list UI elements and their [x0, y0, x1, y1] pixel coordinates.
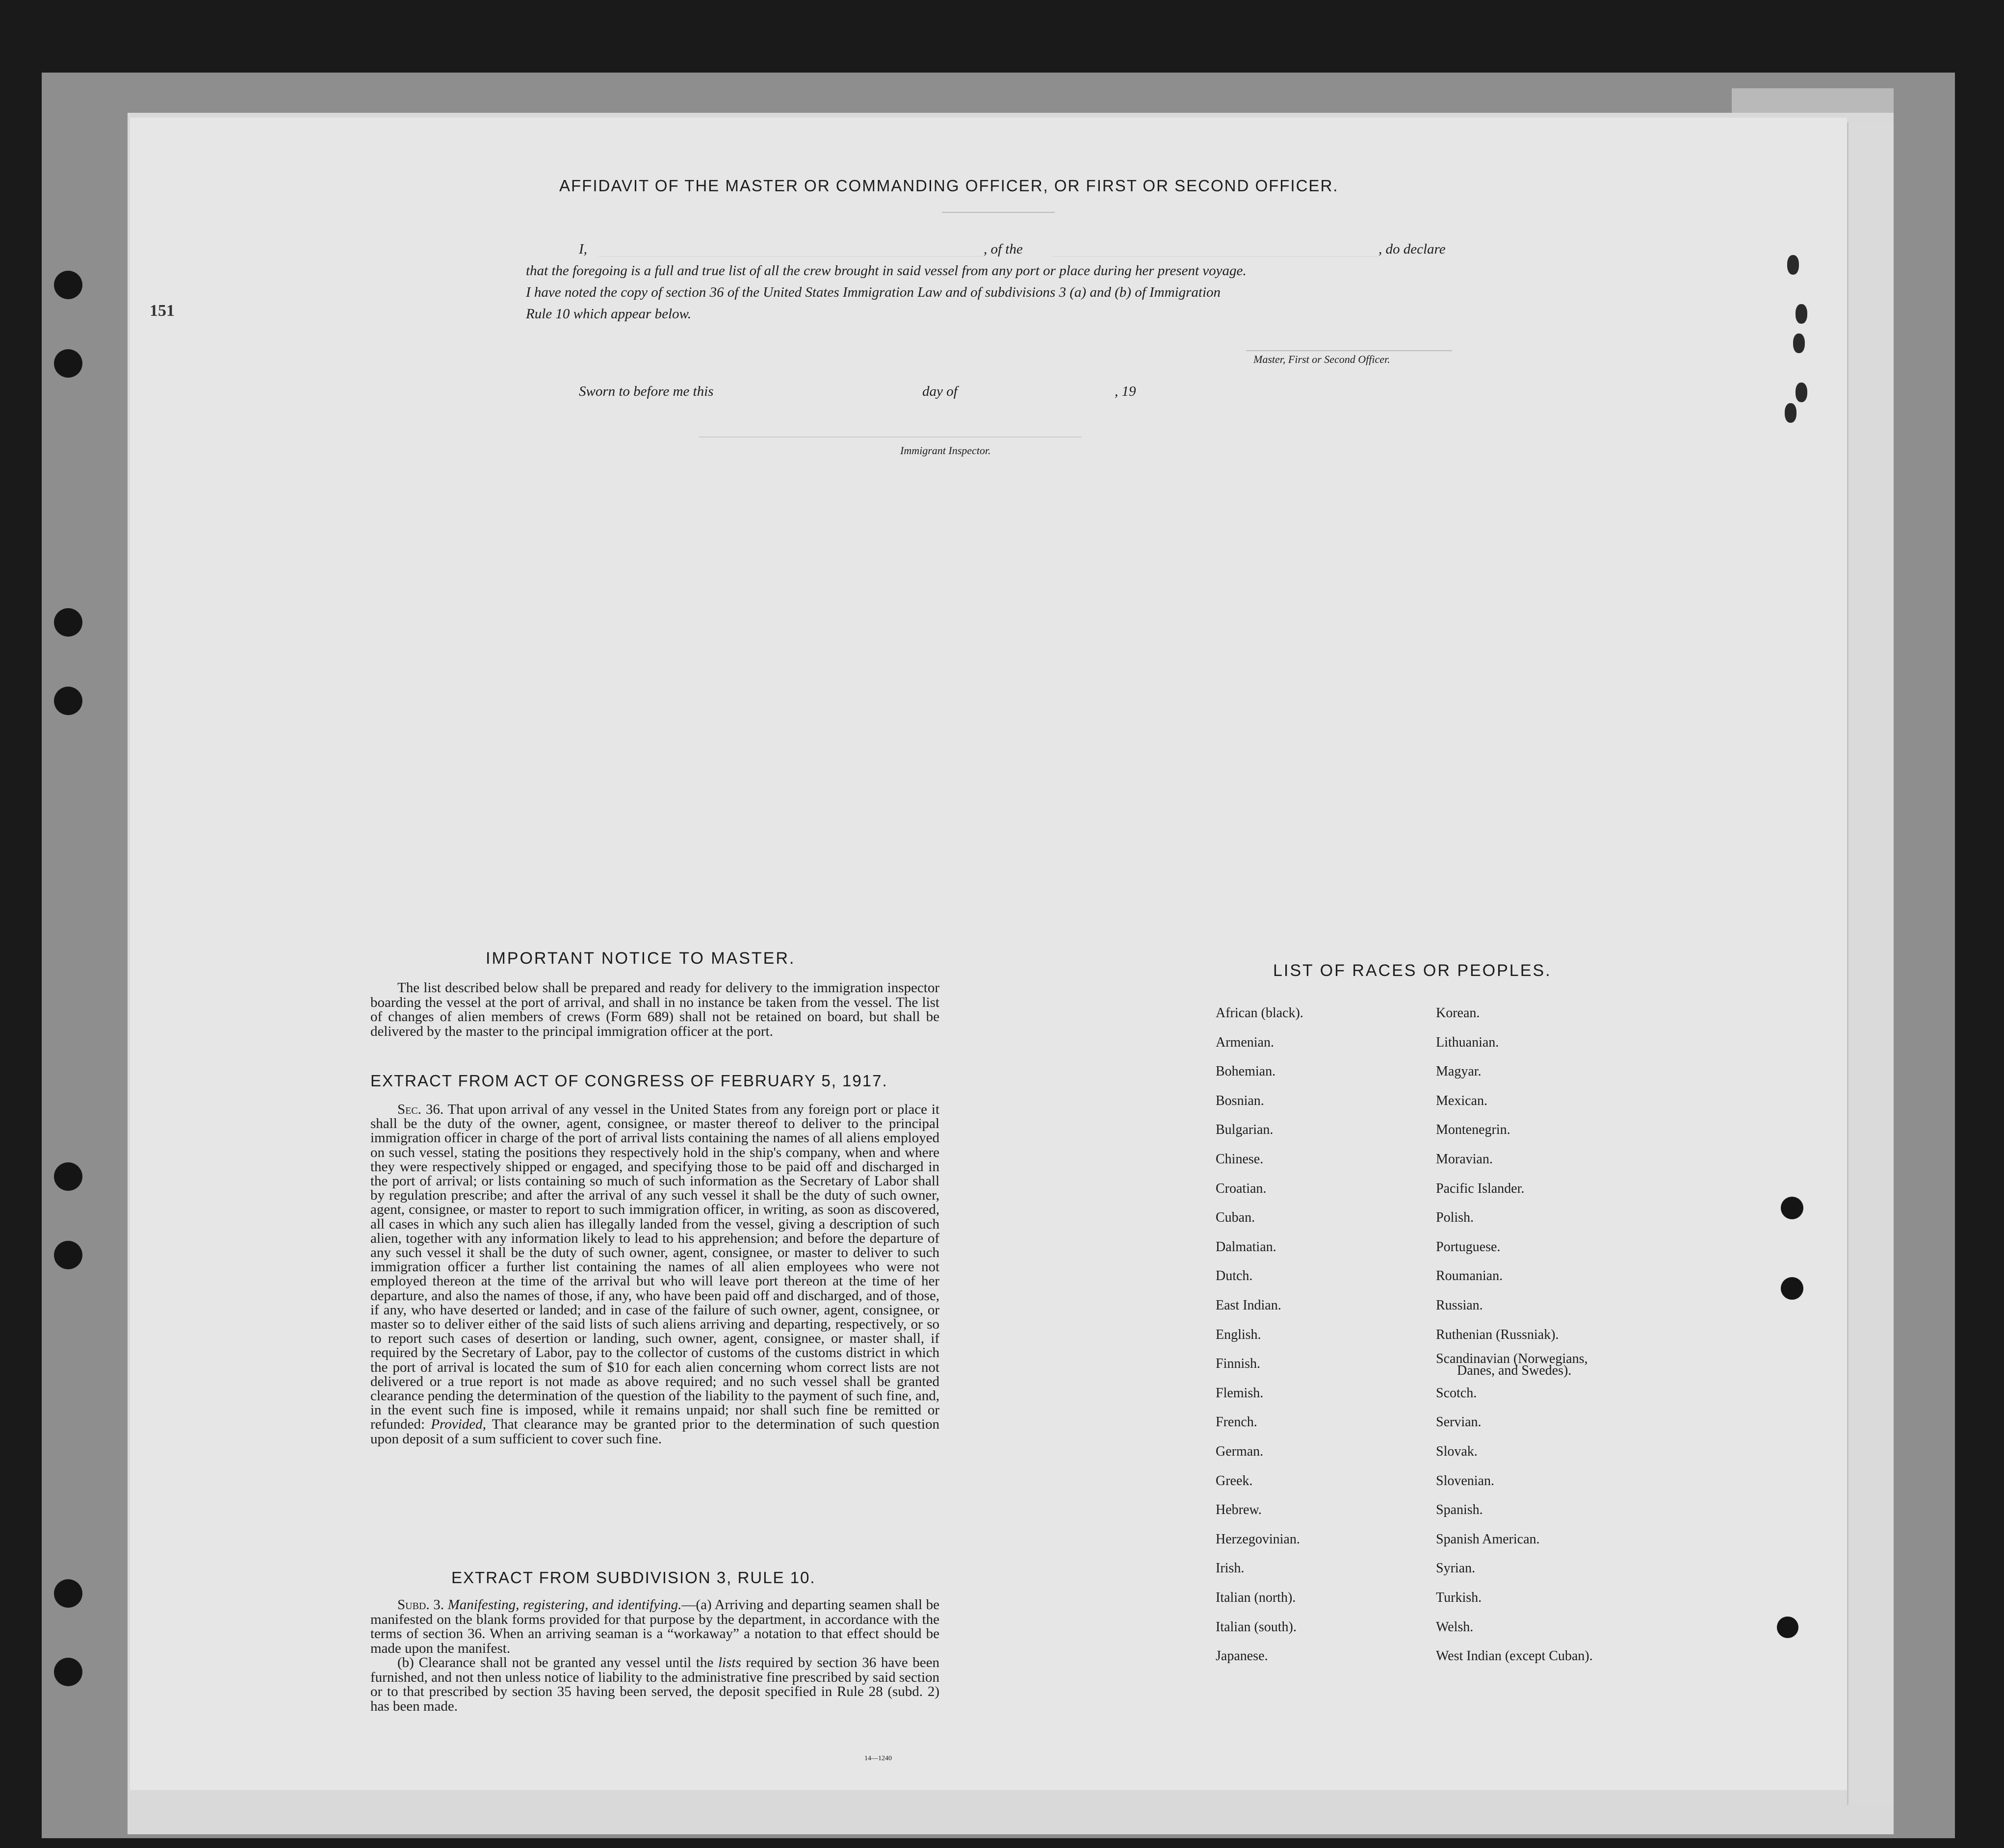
affidavit-do-declare: , do declare — [1379, 241, 1446, 257]
notice-text: The list described below shall be prepared and ready for delivery to the immigration inspector boarding the vessel at the port of arrival, and shall in no instance be taken from the vessel. The list of changes of alien members of crews (Form 689) shall not be retained on board, but shall be delivered by the master to the principal immigration officer at the port. — [370, 980, 939, 1039]
race-item: Syrian. — [1436, 1561, 1476, 1576]
act-section-label: Sec. 36. — [397, 1102, 444, 1117]
sworn-label: Sworn to before me this — [579, 384, 714, 399]
race-item: Slovenian. — [1436, 1473, 1494, 1489]
vessel-blank — [1052, 256, 1379, 257]
race-item: Cuban. — [1216, 1210, 1255, 1226]
act-provided: Provided, — [431, 1416, 486, 1433]
race-item: English. — [1216, 1327, 1261, 1342]
race-item: Montenegrin. — [1436, 1122, 1510, 1138]
act-body-end: That clearance may be granted prior to the determination of such question upon deposit of a sum sufficient to cover such fine. — [370, 1416, 939, 1447]
inspector-label: Immigrant Inspector. — [900, 444, 991, 457]
rule-block — [370, 1598, 939, 1714]
rule-lists-word: lists — [718, 1655, 741, 1670]
page-edge-strip — [1847, 123, 1893, 1805]
race-item: Russian. — [1436, 1298, 1483, 1313]
affidavit-line-2: I have noted the copy of section 36 of the United States Immigration Law and of subdivisions 3 (a) and (b) of Immigration — [526, 284, 1221, 300]
race-item: Armenian. — [1216, 1034, 1274, 1050]
punch-hole — [1785, 403, 1796, 423]
race-item: Moravian. — [1436, 1152, 1493, 1167]
affidavit-line-1: that the foregoing is a full and true list of all the crew brought in said vessel from any port or place during her present voyage. — [526, 263, 1247, 279]
rule-subd-label: Subd. 3. — [397, 1597, 444, 1613]
rule-subd-heading: Manifesting, registering, and identifying. — [447, 1597, 682, 1613]
binder-hole — [54, 1658, 82, 1686]
punch-hole — [1796, 304, 1807, 324]
binder-hole — [54, 608, 82, 637]
master-signature-label: Master, First or Second Officer. — [1253, 353, 1390, 365]
binder-hole — [54, 687, 82, 715]
form-number: 14—1240 — [864, 1755, 892, 1762]
binder-hole — [54, 271, 82, 299]
rule-text-a — [370, 1598, 939, 1656]
race-item: Italian (north). — [1216, 1590, 1296, 1605]
binder-hole — [54, 349, 82, 378]
race-item: Polish. — [1436, 1210, 1474, 1226]
race-item: Croatian. — [1216, 1181, 1267, 1196]
rule-text-b — [370, 1656, 939, 1714]
race-item: Pacific Islander. — [1436, 1181, 1525, 1196]
title-rule — [942, 212, 1055, 213]
punch-hole — [1796, 383, 1807, 402]
binder-hole — [54, 1241, 82, 1269]
year-label: , 19 — [1115, 384, 1136, 399]
race-item: Scotch. — [1436, 1385, 1477, 1401]
race-item: Bulgarian. — [1216, 1122, 1274, 1138]
notice-title: IMPORTANT NOTICE TO MASTER. — [486, 949, 796, 968]
rule-body-b-end: required by section 36 have been furnished, and not then unless notice of liability to the administrative fine prescribed by said section or to that prescribed by section 35 having been served, the deposit specified in Rule 28 (subd. 2) has been made. — [370, 1655, 940, 1714]
races-title: LIST OF RACES OR PEOPLES. — [1273, 961, 1552, 980]
race-item: Spanish American. — [1436, 1531, 1540, 1547]
race-item: Dutch. — [1216, 1268, 1253, 1284]
race-item: Hebrew. — [1216, 1502, 1262, 1518]
race-item: Flemish. — [1216, 1385, 1264, 1401]
race-item: Herzegovinian. — [1216, 1531, 1300, 1547]
race-item: Spanish. — [1436, 1502, 1483, 1518]
affidavit-title: AFFIDAVIT OF THE MASTER OR COMMANDING OFFICER, OR FIRST OR SECOND OFFICER. — [559, 177, 1339, 195]
rule-title: EXTRACT FROM SUBDIVISION 3, RULE 10. — [451, 1568, 816, 1587]
punch-hole — [1787, 255, 1799, 275]
act-body: That upon arrival of any vessel in the United States from any foreign port or place it shall be the duty of the owner, agent, consignee, or master thereof to deliver to the principal immigration officer in charge of the port of arrival lists containing the names of all aliens employed on such vessel, stating the positions they respectively hold in the ship's company, when and where they were respectively shipped or engaged, and specifying those to be paid off and discharged in the port of arrival; or lists containing so much of such information as the Secretary of Labor shall by regulation prescribe; and after the arrival of any such vessel it shall be the duty of such owner, agent, consignee, or master to report to such immigration officer, in writing, as soon as discovered, all cases in which any such alien has illegally landed from the vessel, giving a description of such alien, together with any information likely to lead to his apprehension; and before the departure of any such vessel it shall be the duty of such owner, agent, consignee, or master to deliver to such immigration officer a further list containing the names of all alien employees who were not employed thereon at the time of the arrival but who will leave port thereon at the time of her departure, and also the names of those, if any, who have been paid off and discharged, and of those, if any, who have deserted or landed; and in case of the failure of such owner, agent, consignee, or master so to deliver either of the said lists of such aliens arriving and departing, respectively, or so to report such cases of desertion or landing, such owner, agent, consignee, or master shall, if required by the Secretary of Labor, pay to the collector of customs of the customs district in which the port of arrival is located the sum of $10 for each alien concerning whom correct lists are not delivered or a true report is not made as above required; and no such vessel shall be granted clearance pending the determination of the question of the liability to the payment of such fine, and, in the event such fine is imposed, while it remains unpaid; nor shall such fine be remitted or refunded: — [370, 1102, 940, 1433]
race-item: Mexican. — [1436, 1093, 1487, 1108]
binder-hole — [54, 1579, 82, 1608]
race-item: Bohemian. — [1216, 1064, 1276, 1079]
race-item: Italian (south). — [1216, 1619, 1297, 1635]
rule-body-b-start: (b) Clearance shall not be granted any vessel until the — [397, 1655, 714, 1670]
master-signature-line — [1246, 350, 1452, 351]
act-title: EXTRACT FROM ACT OF CONGRESS OF FEBRUARY 5, 1917. — [370, 1072, 888, 1090]
affidavit-line-3: Rule 10 which appear below. — [526, 306, 691, 322]
race-item: Portuguese. — [1436, 1239, 1501, 1255]
binder-hole — [54, 1162, 82, 1191]
race-item: Dalmatian. — [1216, 1239, 1276, 1255]
day-of-label: day of — [922, 384, 958, 399]
race-item: Ruthenian (Russniak). — [1436, 1327, 1559, 1342]
document-page — [130, 118, 1847, 1790]
act-block — [370, 1103, 939, 1446]
binder-hole — [1777, 1617, 1798, 1638]
race-item: Lithuanian. — [1436, 1034, 1499, 1050]
race-item: Greek. — [1216, 1473, 1253, 1489]
margin-mark: 151 — [150, 302, 175, 320]
race-item: Japanese. — [1216, 1648, 1268, 1664]
race-item: African (black). — [1216, 1005, 1303, 1021]
race-item: Slovak. — [1436, 1444, 1478, 1459]
race-item: Finnish. — [1216, 1356, 1261, 1372]
race-item: West Indian (except Cuban). — [1436, 1648, 1593, 1664]
race-item: Servian. — [1436, 1414, 1482, 1430]
affidavit-i: I, — [579, 241, 587, 257]
race-item: East Indian. — [1216, 1298, 1281, 1313]
race-scandinavian-continued: Danes, and Swedes). — [1457, 1363, 1572, 1378]
race-item: Magyar. — [1436, 1064, 1482, 1079]
race-item: German. — [1216, 1444, 1264, 1459]
race-item: Irish. — [1216, 1561, 1245, 1576]
rule-body-a: —(a) Arriving and departing seamen shall be manifested on the blank forms provided for that purpose by the department, in accordance with the terms of section 36. When an arriving seaman is a “workaway” a notation to that effect should be made upon the manifest. — [370, 1597, 939, 1656]
notice-block — [370, 981, 939, 1039]
affidavit-of-the: , of the — [984, 241, 1023, 257]
punch-hole — [1793, 334, 1805, 353]
name-blank — [599, 256, 984, 257]
race-item: Bosnian. — [1216, 1093, 1264, 1108]
race-item: Roumanian. — [1436, 1268, 1503, 1284]
race-item: Turkish. — [1436, 1590, 1482, 1605]
act-text — [370, 1103, 939, 1446]
race-item: Scandinavian (Norwegians, — [1436, 1351, 1588, 1367]
race-item: French. — [1216, 1414, 1257, 1430]
race-item: Korean. — [1436, 1005, 1480, 1021]
race-item: Welsh. — [1436, 1619, 1474, 1635]
binder-hole — [1781, 1197, 1803, 1219]
binder-hole — [1781, 1277, 1803, 1300]
race-item: Chinese. — [1216, 1152, 1264, 1167]
inspector-signature-line — [699, 436, 1082, 437]
